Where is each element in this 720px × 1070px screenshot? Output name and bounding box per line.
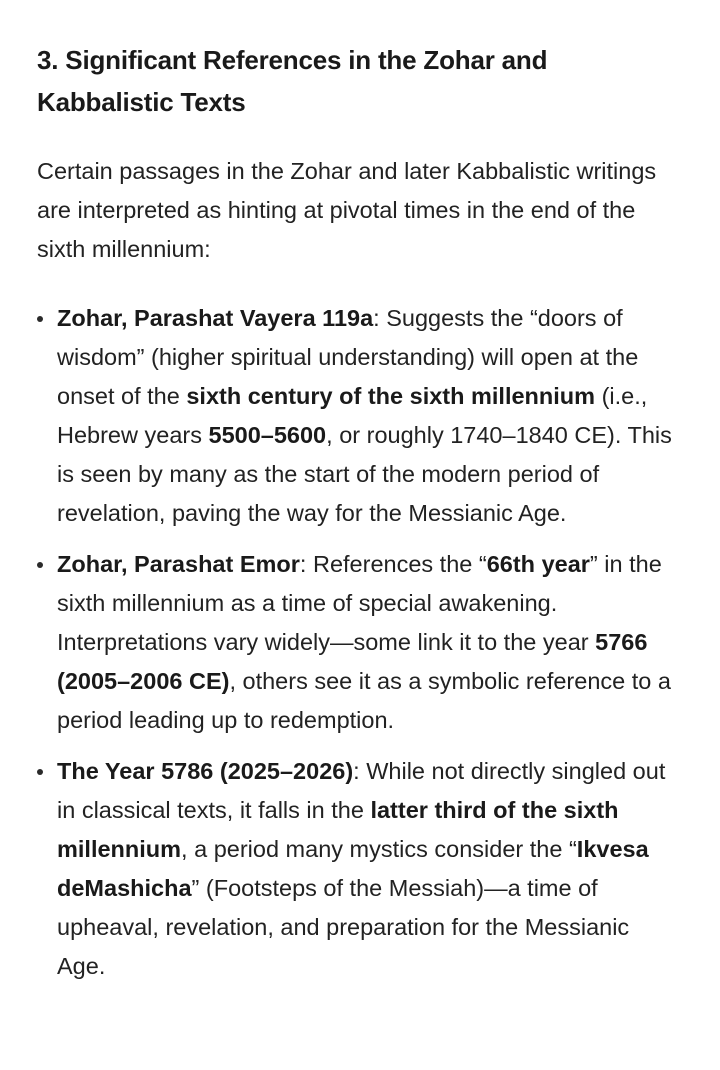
- item-emphasis: latter third of the sixth millennium: [57, 797, 619, 862]
- item-title: The Year 5786 (2025–2026): [57, 758, 354, 784]
- intro-paragraph: Certain passages in the Zohar and later Kabbalistic writings are interpreted as hinting at pivotal times in the end of the sixth millennium:: [37, 158, 657, 262]
- item-text: , a period many mystics consider the “: [181, 836, 577, 862]
- item-emphasis: 66th year: [486, 551, 590, 577]
- list-item-vayera: [0, 299, 720, 533]
- section-heading: 3. Significant References in the Zohar and Kabbalistic Texts: [37, 45, 548, 117]
- item-emphasis: 5766 (2005–2006 CE): [57, 629, 648, 694]
- item-text: (i.e., Hebrew years: [57, 383, 648, 448]
- item-emphasis: sixth century of the sixth millennium: [186, 383, 596, 409]
- bullet-icon: [37, 769, 43, 775]
- bullet-icon: [37, 316, 43, 322]
- list-item-emor: [0, 545, 720, 740]
- item-text: , others see it as a symbolic reference to a period leading up to redemption.: [57, 668, 671, 733]
- item-title: Zohar, Parashat Emor: [57, 551, 300, 577]
- item-text: : Suggests the “doors of wisdom” (higher spiritual understanding) will open at the onset of the: [57, 305, 639, 409]
- item-emphasis: Ikvesa deMashicha: [57, 836, 649, 901]
- references-list: [0, 299, 720, 998]
- item-text: ” in the sixth millennium as a time of special awakening. Interpretations vary widely—some link it to the year: [57, 551, 662, 655]
- item-emphasis: 5500–5600: [208, 422, 327, 448]
- list-item-5786: [0, 752, 720, 986]
- item-text: : While not directly singled out in classical texts, it falls in the: [57, 758, 666, 823]
- bullet-icon: [37, 562, 43, 568]
- item-text: ” (Footsteps of the Messiah)—a time of upheaval, revelation, and preparation for the Messianic Age.: [57, 875, 630, 979]
- item-text: : References the “: [299, 551, 487, 577]
- item-title: Zohar, Parashat Vayera 119a: [57, 305, 374, 331]
- item-text: , or roughly 1740–1840 CE). This is seen by many as the start of the modern period of revelation, paving the way for the Messianic Age.: [57, 422, 672, 526]
